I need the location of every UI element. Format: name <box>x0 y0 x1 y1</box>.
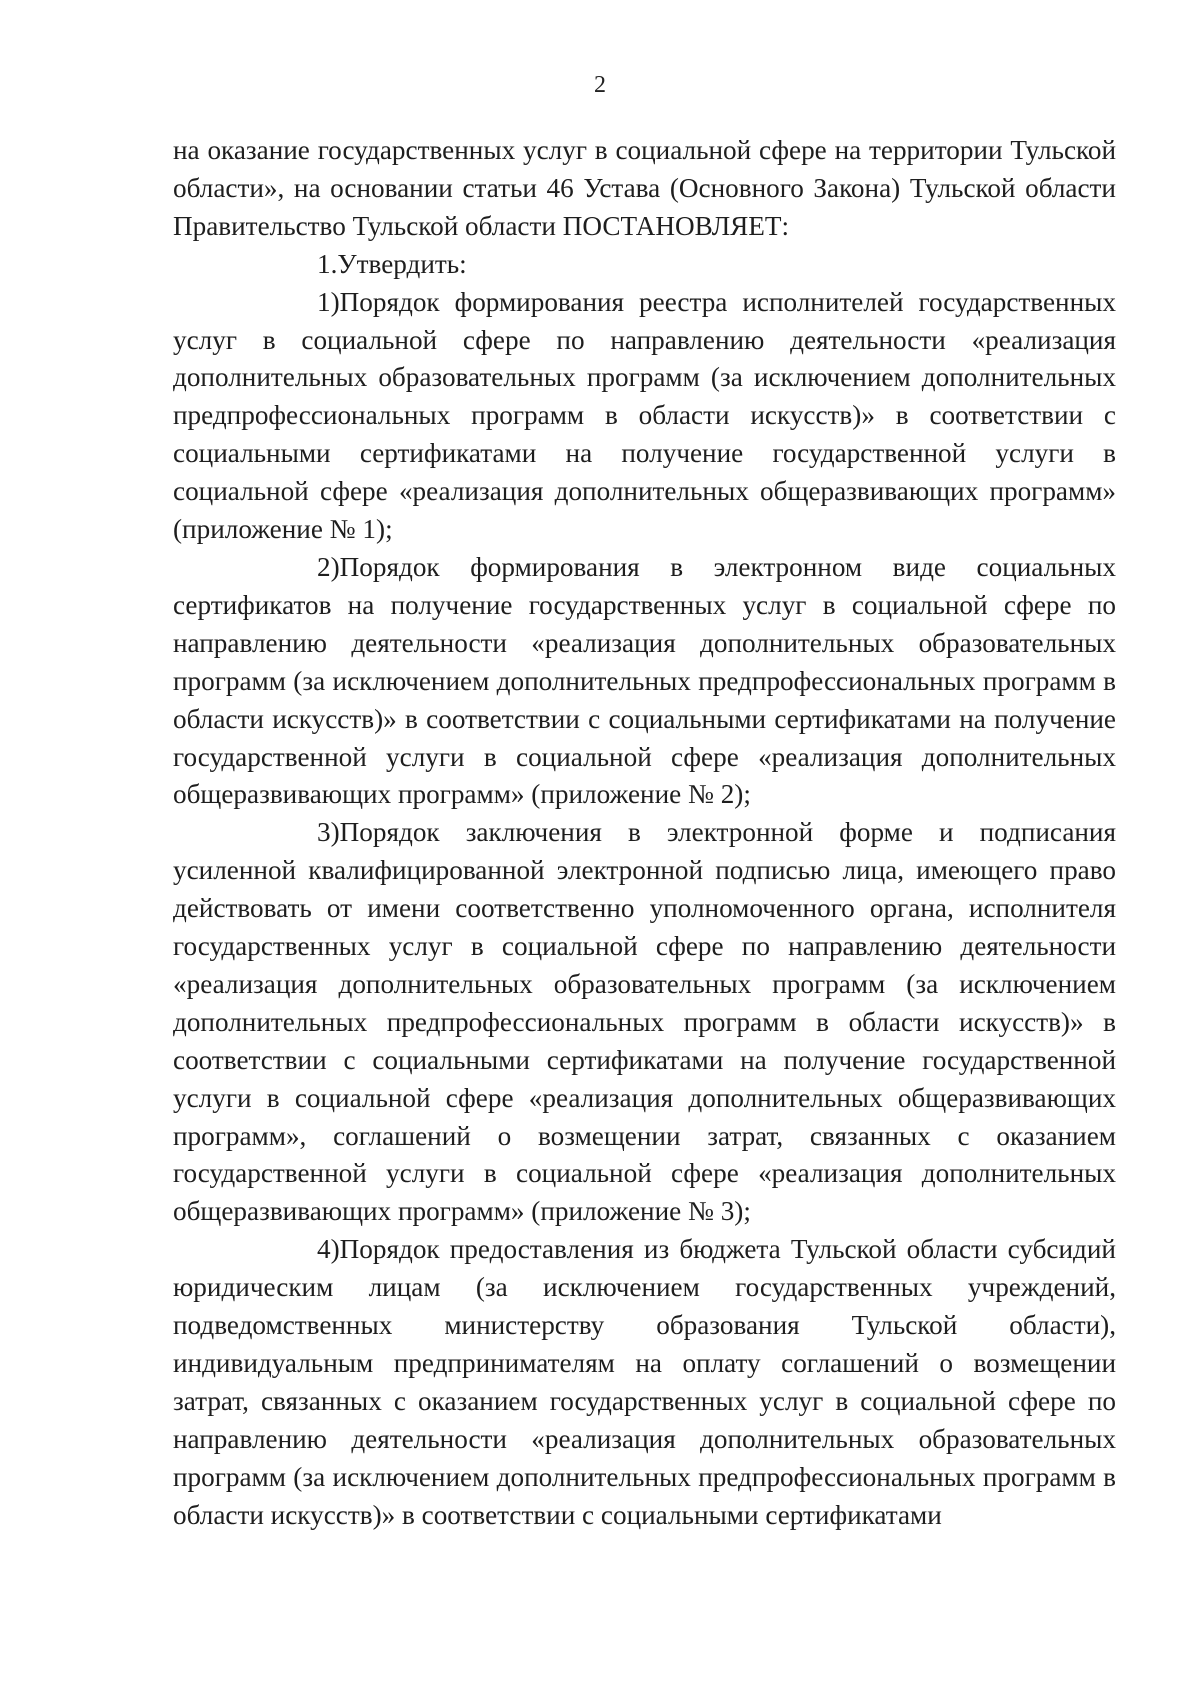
paragraph-text: Порядок заключения в электронной форме и подписания усиленной квалифицированной электронной подписью лица, имеющего право действовать от имени соответственно уполномоченного органа, исполнителя государственных услуг в социальной сфере по направлению деятельности «реализация дополнительных образовательных программ (за исключением дополнительных предпрофессиональных программ в области искусств)» в соответствии с социальными сертификатами на получение государственной услуги в социальной сфере «реализация дополнительных общеразвивающих программ», соглашений о возмещении затрат, связанных с оказанием государственной услуги в социальной сфере «реализация дополнительных общеразвивающих программ» (приложение № 3); <box>173 817 1116 1227</box>
document-body <box>173 132 1116 1535</box>
paragraph-item-1 <box>173 246 1116 284</box>
item-number: 2) <box>317 551 340 582</box>
paragraph-text: Порядок формирования в электронном виде социальных сертификатов на получение государственных услуг в социальной сфере по направлению деятельности «реализация дополнительных образовательных программ (за исключением дополнительных предпрофессиональных программ в области искусств)» в соответствии с социальными сертификатами на получение государственной услуги в социальной сфере «реализация дополнительных общеразвивающих программ» (приложение № 2); <box>173 551 1116 810</box>
paragraph-intro <box>173 132 1116 246</box>
item-number: 3) <box>317 817 340 848</box>
paragraph-subitem-1 <box>173 284 1116 549</box>
paragraph-subitem-3 <box>173 814 1116 1231</box>
paragraph-text: Порядок формирования реестра исполнителей государственных услуг в социальной сфере по направлению деятельности «реализация дополнительных образовательных программ (за исключением дополнительных предпрофессиональных программ в области искусств)» в соответствии с социальными сертификатами на получение государственной услуги в социальной сфере «реализация дополнительных общеразвивающих программ» (приложение № 1); <box>173 286 1116 545</box>
item-number: 1. <box>317 248 338 279</box>
page-number: 2 <box>594 72 606 98</box>
paragraph-subitem-2 <box>173 549 1116 814</box>
paragraph-subitem-4 <box>173 1231 1116 1534</box>
item-number: 4) <box>317 1234 340 1265</box>
paragraph-text: Порядок предоставления из бюджета Тульской области субсидий юридическим лицам (за исключением государственных учреждений, подведомственных министерству образования Тульской области), индивидуальным предпринимателям на оплату соглашений о возмещении затрат, связанных с оказанием государственных услуг в социальной сфере по направлению деятельности «реализация дополнительных образовательных программ (за исключением дополнительных предпрофессиональных программ в области искусств)» в соответствии с социальными сертификатами <box>173 1234 1116 1530</box>
item-number: 1) <box>317 286 340 317</box>
paragraph-text: Утвердить: <box>337 248 467 279</box>
paragraph-text: на оказание государственных услуг в социальной сфере на территории Тульской области», на основании статьи 46 Устава (Основного Закона) Тульской области Правительство Тульской области ПОСТАНОВЛЯЕТ: <box>173 135 1116 241</box>
